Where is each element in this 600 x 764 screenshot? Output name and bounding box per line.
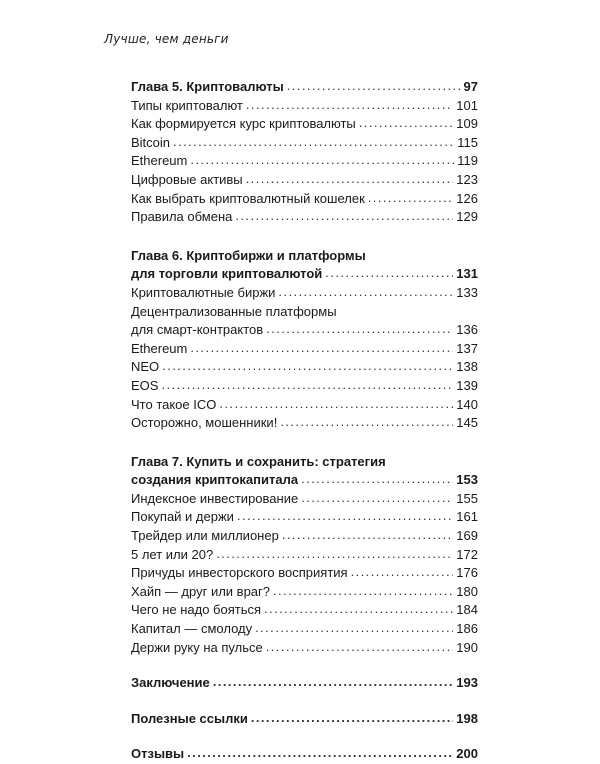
dot-leader [287,77,461,96]
page-number: 129 [456,209,478,225]
page-number: 153 [456,472,478,488]
chapter-7-title-line1: Глава 7. Купить и сохранить: стратегия [131,453,386,469]
entry-title: Типы криптовалют [131,97,243,113]
toc-entry [131,284,478,303]
section-title: Отзывы [131,746,185,762]
chapter-title: Глава 5. Криптовалюты [131,79,284,94]
dot-leader [246,96,453,115]
toc-entry [131,527,478,546]
entry-title: Хайп — друг или враг? [131,583,271,599]
page-number: 109 [456,116,478,132]
entry-title: Ethereum [131,340,188,356]
toc-section-useful-links [131,710,478,729]
chapter-title: для торговли криптовалютой [131,266,323,282]
page-number: 140 [456,396,478,412]
dot-leader [161,376,453,395]
dot-leader [246,170,454,189]
page-number: 184 [456,602,478,618]
page-number: 180 [456,583,478,599]
toc-entry [131,377,478,396]
entry-title: Покупай и держи [131,509,234,525]
toc-chapter-5 [131,78,478,97]
toc-entry [131,414,478,433]
dot-leader [280,413,453,432]
entry-title: Bitcoin [131,134,171,150]
toc-entry [131,396,478,415]
toc-entry [131,583,478,602]
page-number: 193 [456,675,478,691]
page-number: 119 [457,153,478,169]
dot-leader [213,673,454,692]
chapter-6-title-line1: Глава 6. Криптобиржи и платформы [131,247,366,263]
dot-leader [251,709,453,728]
table-of-contents [131,78,478,764]
dot-leader [273,582,453,601]
page-number: 115 [457,134,478,150]
page-number: 97 [463,79,478,94]
dot-leader [190,151,454,170]
toc-section-reviews [131,745,478,764]
dot-leader [190,339,453,358]
toc-chapter-6 [131,265,478,284]
toc-entry [131,639,478,658]
dot-leader [219,395,453,414]
page-number: 190 [456,639,478,655]
entry-title: NEO [131,359,160,375]
entry-title: Как формируется курс криптовалюты [131,116,356,132]
page-number: 161 [456,509,478,525]
dot-leader [264,600,453,619]
dot-leader [235,207,453,226]
toc-entry [131,208,478,227]
dot-leader [266,638,454,657]
page-number: 136 [456,322,478,338]
entry-title: Причуды инвесторского восприятия [131,565,348,581]
entry-title: Цифровые активы [131,171,243,187]
entry-title: Чего не надо бояться [131,602,262,618]
entry-title: для смарт-контрактов [131,322,264,338]
entry-title: Правила обмена [131,209,233,225]
entry-title: Держи руку на пульсе [131,639,263,655]
page-number: 169 [456,528,478,544]
dot-leader [282,526,453,545]
page-number: 172 [456,546,478,562]
dot-leader [187,744,453,763]
page-number: 176 [456,565,478,581]
dot-leader [266,320,453,339]
page-number: 138 [456,359,478,375]
page-number: 200 [456,746,478,762]
page-number: 155 [456,490,478,506]
entry-title: 5 лет или 20? [131,546,214,562]
toc-section-conclusion [131,674,478,693]
entry-title: Что такое ICO [131,396,217,412]
page-number: 198 [456,710,478,726]
entry-title: Осторожно, мошенники! [131,415,278,431]
page-number: 126 [456,190,478,206]
toc-entry [131,620,478,639]
dot-leader [301,489,453,508]
entry-title: Индексное инвестирование [131,490,299,506]
page-number: 137 [456,340,478,356]
page-number: 186 [456,621,478,637]
section-title: Полезные ссылки [131,710,248,726]
dot-leader [162,357,453,376]
entry-title-line1: Децентрализованные платформы [131,303,337,319]
dot-leader [325,264,453,283]
page-number: 145 [456,415,478,431]
entry-title: Криптовалютные биржи [131,284,276,300]
chapter-title: создания криптокапитала [131,472,299,488]
toc-entry [131,152,478,171]
entry-title: Как выбрать криптовалютный кошелек [131,190,365,206]
dot-leader [359,114,454,133]
running-header: Лучше, чем деньги [104,32,229,46]
dot-leader [351,563,454,582]
toc-entry [131,601,478,620]
toc-entry [131,546,478,565]
toc-chapter-7 [131,471,478,490]
toc-entry [131,340,478,359]
entry-title: EOS [131,377,159,393]
section-title: Заключение [131,675,210,691]
dot-leader [237,507,453,526]
dot-leader [216,545,453,564]
toc-entry [131,171,478,190]
dot-leader [255,619,453,638]
page-number: 123 [456,171,478,187]
toc-entry [131,358,478,377]
toc-entry [131,508,478,527]
entry-title: Ethereum [131,153,188,169]
toc-entry [131,97,478,116]
dot-leader [173,133,454,152]
dot-leader [301,470,453,489]
dot-leader [368,189,454,208]
dot-leader [278,283,453,302]
page-number: 131 [456,266,478,282]
toc-entry [131,490,478,509]
page-number: 139 [456,377,478,393]
toc-entry [131,134,478,153]
page-number: 133 [456,284,478,300]
page-number: 101 [456,97,478,113]
entry-title: Капитал — смолоду [131,621,253,637]
entry-title: Трейдер или миллионер [131,528,279,544]
toc-entry [131,190,478,209]
toc-entry [131,564,478,583]
toc-entry [131,321,478,340]
toc-entry [131,115,478,134]
